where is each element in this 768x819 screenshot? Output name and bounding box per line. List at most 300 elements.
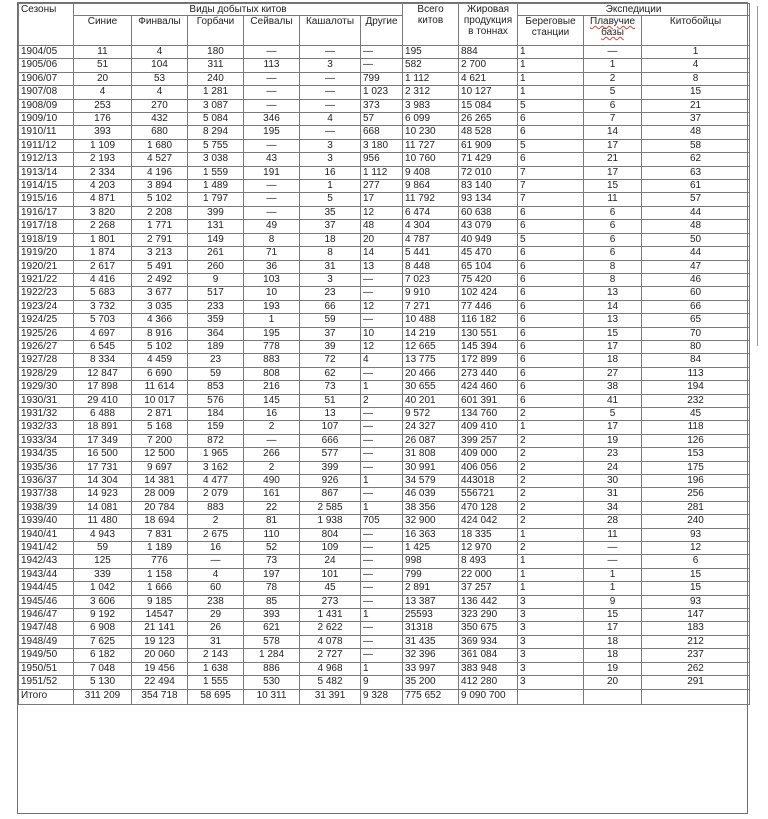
cell-shore-stations: 3 [518, 635, 584, 648]
cell-fin: 776 [132, 555, 188, 568]
cell-fin: 28 009 [132, 488, 188, 501]
cell-sperm: 18 [300, 233, 361, 246]
cell-floating-bases: 31 [584, 488, 642, 501]
cell-whalers: 4 [642, 59, 750, 72]
cell-sei: 71 [244, 247, 300, 260]
cell-floating-bases: 6 [584, 206, 642, 219]
cell-other: — [361, 367, 403, 380]
cell-season: 1946/47 [19, 609, 74, 622]
cell-total-whales: 12 665 [403, 340, 459, 353]
cell-other: 4 [361, 354, 403, 367]
cell-fin: 1 666 [132, 582, 188, 595]
table-row [19, 609, 750, 622]
cell-season: 1941/42 [19, 542, 74, 555]
cell-blue: 5 683 [74, 287, 132, 300]
cell-whalers: 63 [642, 166, 750, 179]
table-row [19, 515, 750, 528]
cell-blue: 339 [74, 568, 132, 581]
cell-fin: 1 680 [132, 139, 188, 152]
cell-fin: 3 677 [132, 287, 188, 300]
cell-total-whales: 32 900 [403, 515, 459, 528]
cell-shore-stations: 6 [518, 220, 584, 233]
cell-sperm: 73 [300, 381, 361, 394]
total-total-whales: 775 652 [403, 689, 459, 704]
header-oil-production: Жировая продукция в тоннах [459, 4, 518, 46]
cell-floating-bases: 18 [584, 635, 642, 648]
cell-oil: 556721 [459, 488, 518, 501]
cell-oil: 48 528 [459, 126, 518, 139]
header-whalers: Китобойцы [642, 16, 750, 46]
cell-season: 1914/15 [19, 180, 74, 193]
cell-shore-stations: 2 [518, 475, 584, 488]
cell-total-whales: 4 304 [403, 220, 459, 233]
cell-season: 1906/07 [19, 72, 74, 85]
cell-oil: 2 700 [459, 59, 518, 72]
cell-other: 12 [361, 300, 403, 313]
cell-shore-stations: 6 [518, 273, 584, 286]
cell-humpback: 29 [188, 609, 244, 622]
cell-other: — [361, 421, 403, 434]
cell-total-whales: 26 087 [403, 434, 459, 447]
cell-oil: 61 909 [459, 139, 518, 152]
cell-fin: 2 492 [132, 273, 188, 286]
cell-sei: 16 [244, 407, 300, 420]
cell-total-whales: 30 655 [403, 381, 459, 394]
cell-sei: 191 [244, 166, 300, 179]
cell-floating-bases: 8 [584, 273, 642, 286]
cell-humpback: 1 281 [188, 86, 244, 99]
cell-season: 1926/27 [19, 340, 74, 353]
cell-oil: 409 000 [459, 448, 518, 461]
cell-blue: 1 109 [74, 139, 132, 152]
cell-blue: 3 732 [74, 300, 132, 313]
cell-shore-stations: 6 [518, 287, 584, 300]
cell-sperm: — [300, 99, 361, 112]
cell-sei: — [244, 180, 300, 193]
header-floating-bases-label: Плавучие базы [590, 16, 636, 38]
table-row [19, 635, 750, 648]
cell-shore-stations: 6 [518, 153, 584, 166]
cell-blue: 12 847 [74, 367, 132, 380]
cell-floating-bases: 1 [584, 568, 642, 581]
cell-shore-stations: 2 [518, 542, 584, 555]
cell-fin: 22 494 [132, 676, 188, 689]
cell-other: 668 [361, 126, 403, 139]
cell-shore-stations: 1 [518, 59, 584, 72]
cell-blue: 17 731 [74, 461, 132, 474]
cell-sei: — [244, 46, 300, 59]
cell-blue: 7 625 [74, 635, 132, 648]
cell-sei: 8 [244, 233, 300, 246]
cell-whalers: 118 [642, 421, 750, 434]
cell-floating-bases: 14 [584, 126, 642, 139]
cell-blue: 4 697 [74, 327, 132, 340]
cell-sei: 161 [244, 488, 300, 501]
cell-humpback: 4 477 [188, 475, 244, 488]
cell-sei: 2 [244, 421, 300, 434]
cell-fin: 2 871 [132, 407, 188, 420]
cell-shore-stations: 2 [518, 461, 584, 474]
total-fin: 354 718 [132, 689, 188, 704]
cell-sei: — [244, 99, 300, 112]
table-row [19, 367, 750, 380]
cell-sei: 193 [244, 300, 300, 313]
cell-fin: 5 102 [132, 193, 188, 206]
cell-shore-stations: 6 [518, 394, 584, 407]
cell-sperm: 399 [300, 461, 361, 474]
cell-whalers: 15 [642, 568, 750, 581]
table-row [19, 649, 750, 662]
cell-humpback: 2 079 [188, 488, 244, 501]
cell-floating-bases: 19 [584, 434, 642, 447]
cell-other: — [361, 542, 403, 555]
cell-fin: 4 366 [132, 314, 188, 327]
table-row [19, 662, 750, 675]
cell-floating-bases: 11 [584, 193, 642, 206]
cell-blue: 14 081 [74, 501, 132, 514]
cell-sei: 808 [244, 367, 300, 380]
cell-humpback: 26 [188, 622, 244, 635]
cell-humpback: 180 [188, 46, 244, 59]
cell-floating-bases: 17 [584, 622, 642, 635]
cell-blue: 3 606 [74, 595, 132, 608]
cell-fin: 5 168 [132, 421, 188, 434]
cell-floating-bases: 11 [584, 528, 642, 541]
cell-other: — [361, 555, 403, 568]
cell-shore-stations: 2 [518, 488, 584, 501]
cell-sperm: 1 [300, 180, 361, 193]
cell-oil: 43 079 [459, 220, 518, 233]
cell-humpback: 3 087 [188, 99, 244, 112]
cell-oil: 323 290 [459, 609, 518, 622]
cell-blue: 176 [74, 113, 132, 126]
cell-shore-stations: 3 [518, 609, 584, 622]
cell-shore-stations: 1 [518, 555, 584, 568]
cell-fin: 14 381 [132, 475, 188, 488]
cell-humpback: 2 [188, 515, 244, 528]
cell-season: 1905/06 [19, 59, 74, 72]
cell-total-whales: 13 387 [403, 595, 459, 608]
cell-fin: 14547 [132, 609, 188, 622]
cell-fin: 12 500 [132, 448, 188, 461]
cell-season: 1920/21 [19, 260, 74, 273]
cell-fin: 8 916 [132, 327, 188, 340]
cell-other: 956 [361, 153, 403, 166]
cell-other: — [361, 582, 403, 595]
cell-floating-bases: 17 [584, 139, 642, 152]
cell-fin: 20 784 [132, 501, 188, 514]
cell-season: 1910/11 [19, 126, 74, 139]
cell-whalers: 61 [642, 180, 750, 193]
cell-other: — [361, 448, 403, 461]
cell-sei: 43 [244, 153, 300, 166]
cell-sperm: 66 [300, 300, 361, 313]
cell-blue: 17 898 [74, 381, 132, 394]
cell-humpback: 5 084 [188, 113, 244, 126]
cell-total-whales: 33 997 [403, 662, 459, 675]
cell-shore-stations: 7 [518, 180, 584, 193]
cell-oil: 884 [459, 46, 518, 59]
cell-total-whales: 4 787 [403, 233, 459, 246]
cell-whalers: 232 [642, 394, 750, 407]
cell-oil: 26 265 [459, 113, 518, 126]
cell-total-whales: 6 099 [403, 113, 459, 126]
cell-humpback: 1 638 [188, 662, 244, 675]
cell-oil: 45 470 [459, 247, 518, 260]
cell-humpback: 2 675 [188, 528, 244, 541]
table-row [19, 448, 750, 461]
cell-total-whales: 799 [403, 568, 459, 581]
cell-shore-stations: 2 [518, 434, 584, 447]
cell-sei: — [244, 193, 300, 206]
cell-season: 1938/39 [19, 501, 74, 514]
cell-season: 1922/23 [19, 287, 74, 300]
cell-sei: 1 284 [244, 649, 300, 662]
cell-sperm: — [300, 46, 361, 59]
header-sei-whales: Сейвалы [244, 16, 300, 46]
cell-total-whales: 10 760 [403, 153, 459, 166]
cell-floating-bases: 5 [584, 86, 642, 99]
cell-fin: 6 690 [132, 367, 188, 380]
cell-oil: 406 056 [459, 461, 518, 474]
cell-other: 277 [361, 180, 403, 193]
cell-oil: 72 010 [459, 166, 518, 179]
cell-season: 1929/30 [19, 381, 74, 394]
cell-fin: 4 527 [132, 153, 188, 166]
cell-season: 1936/37 [19, 475, 74, 488]
cell-sei: 36 [244, 260, 300, 273]
cell-shore-stations: 1 [518, 86, 584, 99]
cell-blue: 393 [74, 126, 132, 139]
cell-sperm: 37 [300, 327, 361, 340]
cell-humpback: 16 [188, 542, 244, 555]
cell-fin: 53 [132, 72, 188, 85]
cell-humpback: 233 [188, 300, 244, 313]
cell-sperm: 5 [300, 193, 361, 206]
cell-humpback: 159 [188, 421, 244, 434]
cell-humpback: 5 755 [188, 139, 244, 152]
cell-humpback: 149 [188, 233, 244, 246]
cell-humpback: 872 [188, 434, 244, 447]
cell-oil: 18 335 [459, 528, 518, 541]
cell-oil: 172 899 [459, 354, 518, 367]
cell-blue: 2 334 [74, 166, 132, 179]
cell-shore-stations: 1 [518, 72, 584, 85]
total-sperm: 31 391 [300, 689, 361, 704]
cell-floating-bases: 13 [584, 287, 642, 300]
cell-blue: 14 304 [74, 475, 132, 488]
cell-other: 1 [361, 501, 403, 514]
cell-sperm: 39 [300, 340, 361, 353]
cell-total-whales: 8 448 [403, 260, 459, 273]
cell-sperm: 31 [300, 260, 361, 273]
table-row [19, 99, 750, 112]
cell-oil: 71 429 [459, 153, 518, 166]
cell-other: — [361, 434, 403, 447]
cell-oil: 424 042 [459, 515, 518, 528]
cell-sei: — [244, 434, 300, 447]
cell-other: 10 [361, 327, 403, 340]
cell-season: 1916/17 [19, 206, 74, 219]
cell-season: 1928/29 [19, 367, 74, 380]
cell-other: — [361, 59, 403, 72]
cell-floating-bases: 1 [584, 59, 642, 72]
cell-fin: 20 060 [132, 649, 188, 662]
total-floating-bases [584, 689, 642, 704]
cell-humpback: 240 [188, 72, 244, 85]
cell-fin: 3 213 [132, 247, 188, 260]
cell-other: 1 [361, 662, 403, 675]
cell-blue: 125 [74, 555, 132, 568]
cell-whalers: 66 [642, 300, 750, 313]
cell-season: 1935/36 [19, 461, 74, 474]
cell-shore-stations: 6 [518, 300, 584, 313]
table-row [19, 327, 750, 340]
cell-oil: 37 257 [459, 582, 518, 595]
cell-other: — [361, 314, 403, 327]
cell-fin: 4 459 [132, 354, 188, 367]
cell-other: 48 [361, 220, 403, 233]
table-row [19, 233, 750, 246]
cell-oil: 383 948 [459, 662, 518, 675]
cell-oil: 75 420 [459, 273, 518, 286]
cell-sperm: 3 [300, 59, 361, 72]
cell-shore-stations: 5 [518, 139, 584, 152]
cell-whalers: 46 [642, 273, 750, 286]
cell-sei: 346 [244, 113, 300, 126]
cell-sei: 197 [244, 568, 300, 581]
cell-sei: 81 [244, 515, 300, 528]
cell-shore-stations: 6 [518, 113, 584, 126]
table-row [19, 139, 750, 152]
cell-oil: 102 424 [459, 287, 518, 300]
cell-total-whales: 9 408 [403, 166, 459, 179]
cell-humpback: 9 [188, 273, 244, 286]
cell-floating-bases: 17 [584, 166, 642, 179]
table-row [19, 86, 750, 99]
cell-shore-stations: 1 [518, 528, 584, 541]
cell-other: — [361, 461, 403, 474]
cell-total-whales: 25593 [403, 609, 459, 622]
cell-blue: 1 874 [74, 247, 132, 260]
cell-oil: 601 391 [459, 394, 518, 407]
table-row [19, 582, 750, 595]
cell-oil: 136 442 [459, 595, 518, 608]
cell-floating-bases: 6 [584, 220, 642, 233]
cell-other: 17 [361, 193, 403, 206]
cell-blue: 1 801 [74, 233, 132, 246]
header-total-whales: Всего китов [403, 4, 459, 46]
cell-whalers: 84 [642, 354, 750, 367]
cell-oil: 350 675 [459, 622, 518, 635]
table-row [19, 206, 750, 219]
cell-sei: 621 [244, 622, 300, 635]
cell-whalers: 58 [642, 139, 750, 152]
whaling-statistics-table-frame [17, 2, 748, 814]
cell-total-whales: 35 200 [403, 676, 459, 689]
cell-floating-bases: 2 [584, 72, 642, 85]
table-row [19, 595, 750, 608]
cell-sperm: 4 [300, 113, 361, 126]
cell-oil: 361 084 [459, 649, 518, 662]
cell-floating-bases: 9 [584, 595, 642, 608]
cell-floating-bases: 15 [584, 327, 642, 340]
cell-blue: 20 [74, 72, 132, 85]
cell-humpback: 359 [188, 314, 244, 327]
total-sei: 10 311 [244, 689, 300, 704]
cell-floating-bases: 24 [584, 461, 642, 474]
cell-sperm: — [300, 126, 361, 139]
table-row [19, 434, 750, 447]
cell-season: 1933/34 [19, 434, 74, 447]
cell-sperm: 109 [300, 542, 361, 555]
cell-whalers: 15 [642, 86, 750, 99]
cell-fin: 2 791 [132, 233, 188, 246]
cell-total-whales: 9 910 [403, 287, 459, 300]
cell-shore-stations: 5 [518, 233, 584, 246]
cell-floating-bases: 15 [584, 609, 642, 622]
cell-floating-bases: 23 [584, 448, 642, 461]
table-row [19, 287, 750, 300]
cell-blue: 51 [74, 59, 132, 72]
cell-whalers: 44 [642, 247, 750, 260]
cell-shore-stations: 6 [518, 206, 584, 219]
cell-floating-bases: 5 [584, 407, 642, 420]
cell-sei: — [244, 72, 300, 85]
cell-other: 3 180 [361, 139, 403, 152]
cell-fin: 9 697 [132, 461, 188, 474]
cell-oil: 8 493 [459, 555, 518, 568]
cell-blue: 6 545 [74, 340, 132, 353]
cell-floating-bases: 18 [584, 649, 642, 662]
cell-whalers: 48 [642, 126, 750, 139]
table-row [19, 394, 750, 407]
cell-sperm: 45 [300, 582, 361, 595]
cell-total-whales: 6 474 [403, 206, 459, 219]
table-row [19, 421, 750, 434]
cell-floating-bases: 27 [584, 367, 642, 380]
cell-whalers: 21 [642, 99, 750, 112]
cell-season: 1913/14 [19, 166, 74, 179]
cell-sperm: 59 [300, 314, 361, 327]
cell-sperm: 2 585 [300, 501, 361, 514]
cell-season: 1924/25 [19, 314, 74, 327]
table-row [19, 542, 750, 555]
cell-sperm: 107 [300, 421, 361, 434]
cell-whalers: 8 [642, 72, 750, 85]
cell-fin: 4 [132, 86, 188, 99]
cell-shore-stations: 6 [518, 260, 584, 273]
cell-oil: 399 257 [459, 434, 518, 447]
cell-season: 1921/22 [19, 273, 74, 286]
cell-other: 799 [361, 72, 403, 85]
whaling-statistics-table [18, 3, 750, 705]
table-row [19, 555, 750, 568]
cell-total-whales: 9 864 [403, 180, 459, 193]
cell-whalers: 291 [642, 676, 750, 689]
cell-floating-bases: 38 [584, 381, 642, 394]
cell-season: 1911/12 [19, 139, 74, 152]
total-oil: 9 090 700 [459, 689, 518, 704]
cell-oil: 60 638 [459, 206, 518, 219]
cell-season: 1948/49 [19, 635, 74, 648]
cell-other: 9 [361, 676, 403, 689]
cell-season: 1949/50 [19, 649, 74, 662]
cell-other: — [361, 622, 403, 635]
cell-season: 1918/19 [19, 233, 74, 246]
cell-fin: 1 158 [132, 568, 188, 581]
cell-sei: 490 [244, 475, 300, 488]
